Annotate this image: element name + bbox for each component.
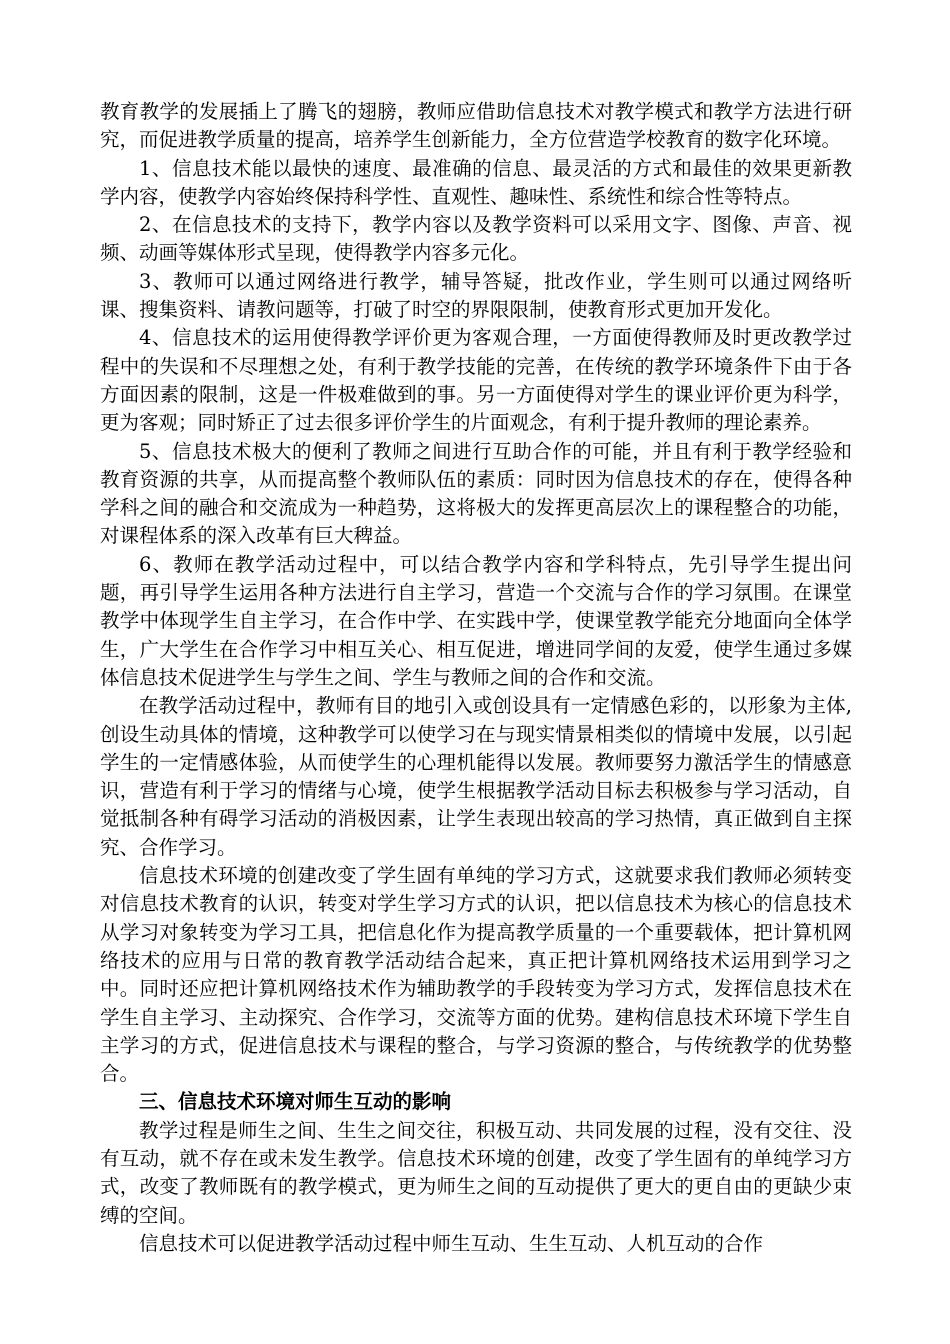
- paragraph-point-1: 1、信息技术能以最快的速度、最准确的信息、最灵活的方式和最佳的效果更新教学内容，使教学内容始终保持科学性、直观性、趣味性、系统性和综合性等特点。: [100, 156, 852, 208]
- paragraph-point-6: 6、教师在教学活动过程中，可以结合教学内容和学科特点，先引导学生提出问题，再引导学生运用各种方法进行自主学习，营造一个交流与合作的学习氛围。在课堂教学中体现学生自主学习，在合作中学、在实践中学，使课堂教学能充分地面向全体学生，广大学生在合作学习中相互关心、相互促进，增进同学间的友爱，使学生通过多媒体信息技术促进学生与学生之间、学生与教师之间的合作和交流。: [100, 552, 852, 689]
- section-heading-3: 三、信息技术环境对师生互动的影响: [139, 1090, 452, 1114]
- paragraph-point-5: 5、信息技术极大的便利了教师之间进行互助合作的可能，并且有利于教学经验和教育资源的共享，从而提高整个教师队伍的素质：同时因为信息技术的存在，使得各种学科之间的融合和交流成为一种趋势，这将极大的发挥更高层次上的课程整合的功能，对课程体系的深入改革有巨大稗益。: [100, 439, 852, 548]
- document-page: [100, 98, 852, 1258]
- paragraph-intro-continuation: 教育教学的发展插上了腾飞的翅膀，教师应借助信息技术对教学模式和教学方法进行研究，而促进教学质量的提高，培养学生创新能力，全方位营造学校教育的数字化环境。: [100, 100, 852, 152]
- paragraph-point-3: 3、教师可以通过网络进行教学，辅导答疑，批改作业，学生则可以通过网络听课、搜集资料、请教问题等，打破了时空的界限限制，使教育形式更加开发化。: [100, 269, 852, 322]
- paragraph-interaction-promotion: 信息技术可以促进教学活动过程中师生互动、生生互动、人机互动的合作: [139, 1231, 764, 1255]
- paragraph-point-4: 4、信息技术的运用使得教学评价更为客观合理，一方面使得教师及时更改教学过程中的失误和不尽理想之处，有利于教学技能的完善，在传统的教学环境条件下由于各方面因素的限制，这是一件极难做到的事。另一方面使得对学生的课业评价更为科学，更为客观；同时矫正了过去很多评价学生的片面观念，有利于提升教师的理论素养。: [100, 326, 852, 435]
- paragraph-point-2: 2、在信息技术的支持下，教学内容以及教学资料可以采用文字、图像、声音、视频、动画等媒体形式呈现，使得教学内容多元化。: [100, 213, 852, 265]
- paragraph-learning-method-change: 信息技术环境的创建改变了学生固有单纯的学习方式，这就要求我们教师必须转变对信息技术教育的认识，转变对学生学习方式的认识，把以信息技术为核心的信息技术从学习对象转变为学习工具，把信息化作为提高教学质量的一个重要载体，把计算机网络技术的应用与日常的教育教学活动结合起来，真正把计算机网络技术运用到学习之中。同时还应把计算机网络技术作为辅助教学的手段转变为学习方式，发挥信息技术在学生自主学习、主动探究、合作学习，交流等方面的优势。建构信息技术环境下学生自主学习的方式，促进信息技术与课程的整合，与学习资源的整合，与传统教学的优势整合。: [100, 864, 852, 1086]
- paragraph-situational-teaching: 在教学活动过程中，教师有目的地引入或创设具有一定情感色彩的，以形象为主体,创设生动具体的情境，这种教学可以使学习在与现实情景相类似的情境中发展，以引起学生的一定情感体验，从而使学生的心理机能得以发展。教师要努力激活学生的情感意识，营造有利于学习的情绪与心境，使学生根据教学活动目标去积极参与学习活动，自觉抵制各种有碍学习活动的消极因素，让学生表现出较高的学习热情，真正做到自主探究、合作学习。: [100, 694, 852, 859]
- paragraph-interaction-process: 教学过程是师生之间、生生之间交往，积极互动、共同发展的过程，没有交往、没有互动，就不存在或未发生教学。信息技术环境的创建，改变了学生固有的单纯学习方式，改变了教师既有的教学模式，更为师生之间的互动提供了更大的更自由的更缺少束缚的空间。: [100, 1118, 852, 1227]
